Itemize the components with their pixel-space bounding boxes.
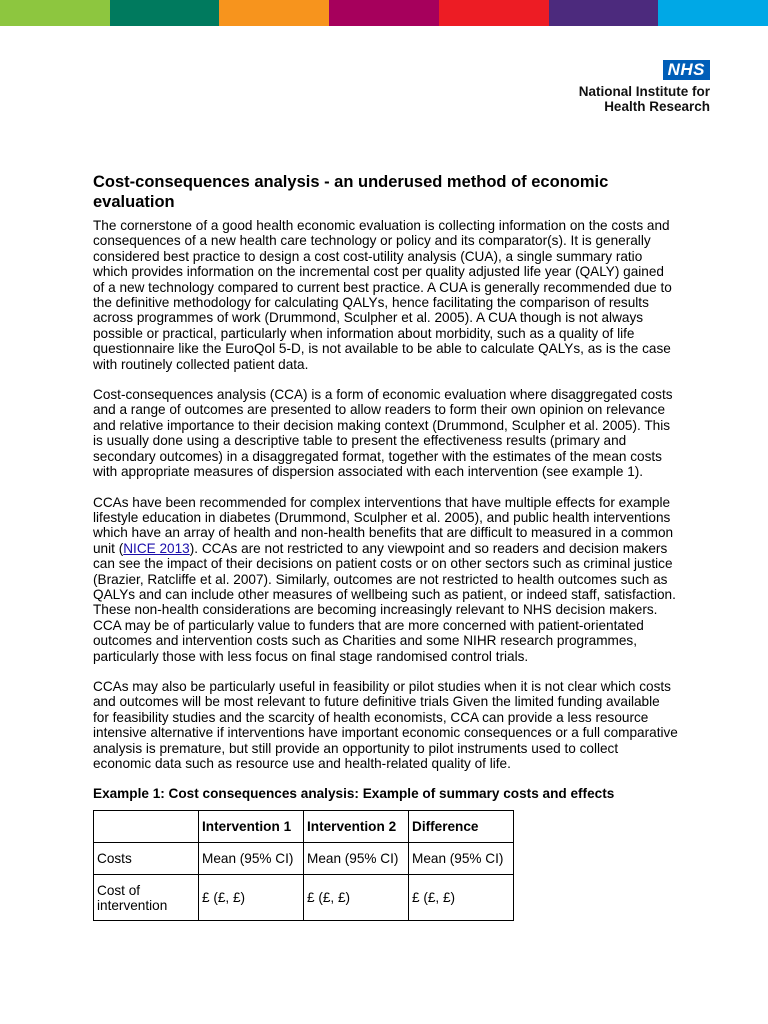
table-cell: Mean (95% CI) <box>304 843 409 875</box>
color-segment <box>658 0 768 26</box>
color-segment <box>0 0 110 26</box>
table-header-cell <box>94 811 199 843</box>
header-color-bar <box>0 0 768 26</box>
org-name-line2: Health Research <box>604 99 710 114</box>
paragraph-3 <box>93 495 678 664</box>
table-cell: Costs <box>94 843 199 875</box>
table-header-cell: Intervention 2 <box>304 811 409 843</box>
paragraph-3-text-b: ). CCAs are not restricted to any viewpoint and so readers and decision makers can see the impact of their decisions on patient costs or on other sectors such as criminal justice (Brazier, Ratcliffe et al. 2007). Similarly, outcomes are not restricted to health outcomes such as QALYs and can include other measures of wellbeing such as patient, or indeed staff, satisfaction. These non-health considerations are becoming increasingly relevant to NHS decision makers. CCA may be of particularly value to funders that are more concerned with patient-orientated outcomes and intervention costs such as Charities and some NIHR research programmes, particularly those with less focus on final stage randomised control trials. <box>93 540 676 664</box>
document-body <box>93 172 678 921</box>
paragraph-4: CCAs may also be particularly useful in feasibility or pilot studies when it is not clear which costs and outcomes will be most relevant to future definitive trials Given the limited funding available for feasibility studies and the scarcity of health economists, CCA can provide a less resource intensive alternative if interventions have important economic consequences or a full comparative analysis is premature, but still provide an opportunity to pilot instruments used to collect economic data such as resource use and health-related quality of life. <box>93 678 678 771</box>
color-segment <box>219 0 329 26</box>
nihr-logo <box>579 60 710 114</box>
table-cell: Cost of intervention <box>94 875 199 921</box>
example-title: Example 1: Cost consequences analysis: Example of summary costs and effects <box>93 786 615 802</box>
nice-2013-link[interactable]: NICE 2013 <box>123 540 190 556</box>
table-cell: Mean (95% CI) <box>409 843 514 875</box>
table-header-row <box>94 811 514 843</box>
paragraph-2: Cost-consequences analysis (CCA) is a form of economic evaluation where disaggregated costs and a range of outcomes are presented to allow readers to form their own opinion on relevance and relative importance to their decision making context (Drummond, Sculpher et al. 2005). This is usually done using a descriptive table to present the effectiveness results (primary and secondary outcomes) in a disaggregated format, together with the estimates of the mean costs with appropriate measures of dispersion associated with each intervention (see example 1). <box>93 387 673 480</box>
paragraph-1: The cornerstone of a good health economic evaluation is collecting information on the costs and consequences of a new health care technology or policy and its comparator(s). It is generally considered best practice to design a cost cost-utility analysis (CUA), a single summary ratio which provides information on the incremental cost per quality adjusted life year (QALY) gained of a new technology compared to current best practice. A CUA is generally recommended due to the definitive methodology for calculating QALYs, hence facilitating the comparison of results across programmes of work (Drummond, Sculpher et al. 2005). A CUA though is not always possible or practical, particularly when information about morbidity, such as a quality of life questionnaire like the EuroQol 5-D, is not available to be able to calculate QALYs, as is the case with routinely collected patient data. <box>93 218 672 372</box>
color-segment <box>439 0 549 26</box>
table-row <box>94 843 514 875</box>
table-cell: Mean (95% CI) <box>199 843 304 875</box>
paragraph-3-text-a: CCAs have been recommended for complex interventions that have multiple effects for example lifestyle education in diabetes (Drummond, Sculpher et al. 2005), and public health interventions which have an array of health and non-health benefits that are difficult to measured in a common unit ( <box>93 494 674 556</box>
table-cell: £ (£, £) <box>304 875 409 921</box>
color-segment <box>549 0 659 26</box>
color-segment <box>329 0 439 26</box>
nhs-logo: NHS <box>663 60 710 80</box>
color-segment <box>110 0 220 26</box>
table-header-cell: Difference <box>409 811 514 843</box>
table-cell: £ (£, £) <box>199 875 304 921</box>
table-header-cell: Intervention 1 <box>199 811 304 843</box>
org-name-line1: National Institute for <box>578 84 710 99</box>
table-cell: £ (£, £) <box>409 875 514 921</box>
summary-table <box>93 810 514 921</box>
table-row <box>94 875 514 921</box>
page-title: Cost-consequences analysis - an underused method of economic evaluation <box>93 173 609 211</box>
